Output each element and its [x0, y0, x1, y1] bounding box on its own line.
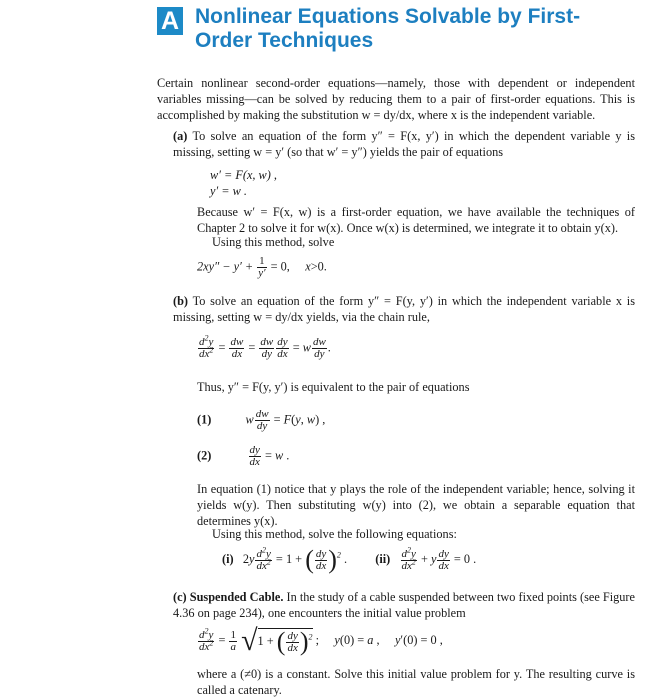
part-b-text: To solve an equation of the form y″ = F(y, y′) in which the independent variable x is missing, setting w = dy/dx yields, via the chain rule, — [173, 294, 635, 325]
part-b-chain-rule: $\frac{d^2y}{dx^2}$ = $\frac{dw}{dx}$ = $\frac{dw}{dy}$ $\frac{dy}{dx}$ = w $\frac{dw}{dy}$ . — [199, 333, 331, 360]
part-a-text: To solve an equation of the form y″ = F(x, y′) in which the dependent variable y is missing, setting w = y′ (so that w′ = y″) yields the pair of equations — [173, 129, 635, 160]
part-b-eq1-row: (1) w $\frac{dw}{dy}$ = F(y, w) , — [197, 408, 326, 432]
part-b-explanation: In equation (1) notice that y plays the role of the independent variable; hence, solving it yields w(y). Then substituting w(y) into (2), we obtain a separable equation that determines y(x). — [197, 482, 635, 529]
part-c-heading: Suspended Cable. — [189, 590, 284, 604]
part-b-thus: Thus, y″ = F(y, y′) is equivalent to the pair of equations — [197, 380, 470, 394]
part-a-method: Using this method, solve — [212, 235, 335, 249]
part-b-eq2-row: (2) $\frac{dy}{dx}$ = w . — [197, 444, 290, 468]
part-a-eq1: w′ = F(x, w) , — [210, 168, 277, 182]
section-title: Nonlinear Equations Solvable by First-Order Techniques — [195, 5, 581, 52]
part-b-label: (b) — [173, 294, 189, 308]
part-c-statement — [173, 589, 635, 621]
part-c-explanation: where a (≠0) is a constant. Solve this initial value problem for y. The resulting curve is called a catenary. — [197, 667, 635, 698]
part-b-statement — [173, 293, 635, 325]
eq1-label: (1) — [197, 412, 212, 427]
square-root: √1 + ( $\frac{dy}{dx}$ )$^2$ — [241, 624, 313, 657]
prob-ii-label: (ii) — [375, 551, 391, 566]
part-c-text: In the study of a cable suspended between two fixed points (see Figure 4.36 on page 234), one encounters the initial value problem — [173, 590, 635, 621]
part-a-explanation: Because w′ = F(x, w) is a first-order equation, we have available the techniques of Chapter 2 to solve it for w(x). Once w(x) is determined, we integrate it to obtain y(x). — [197, 205, 635, 236]
section-badge: A — [157, 7, 183, 35]
part-c-label: (c) — [173, 590, 187, 604]
eq2-label: (2) — [197, 448, 212, 463]
part-c-ivp: $\frac{d^2y}{dx^2}$ = $\frac{1}{a}$ √1 + ( $\frac{dy}{dx}$ )$^2$ ; y(0) = a , y′(0) = 0 , — [199, 624, 443, 657]
one-over-yprime-fraction: $\frac{1}{y'}$ — [258, 255, 266, 279]
intro-paragraph: Certain nonlinear second-order equations—namely, those with dependent or independent variables missing—can be solved by reducing them to a pair of first-order equations. This is accomplished by making the substitution w = dy/dx, where x is the independent variable. — [157, 76, 635, 123]
part-a-problem: 2xy″ − y′ + $\frac{1}{y'}$ = 0, x>0. — [197, 255, 327, 279]
part-a-eq2: y′ = w . — [210, 184, 247, 198]
part-b-problems: (i) 2y $\frac{d^2y}{dx^2}$ = 1 + ( $\frac{dy}{dx}$ )$^2$ . (ii) $\frac{d^2y}{dx^2}$ + y $\frac{dy}{dx}$ = 0 . — [222, 544, 477, 574]
prob-i-label: (i) — [222, 551, 234, 566]
part-a-statement — [173, 128, 635, 160]
part-a-label: (a) — [173, 129, 188, 143]
part-b-method: Using this method, solve the following equations: — [212, 527, 457, 541]
